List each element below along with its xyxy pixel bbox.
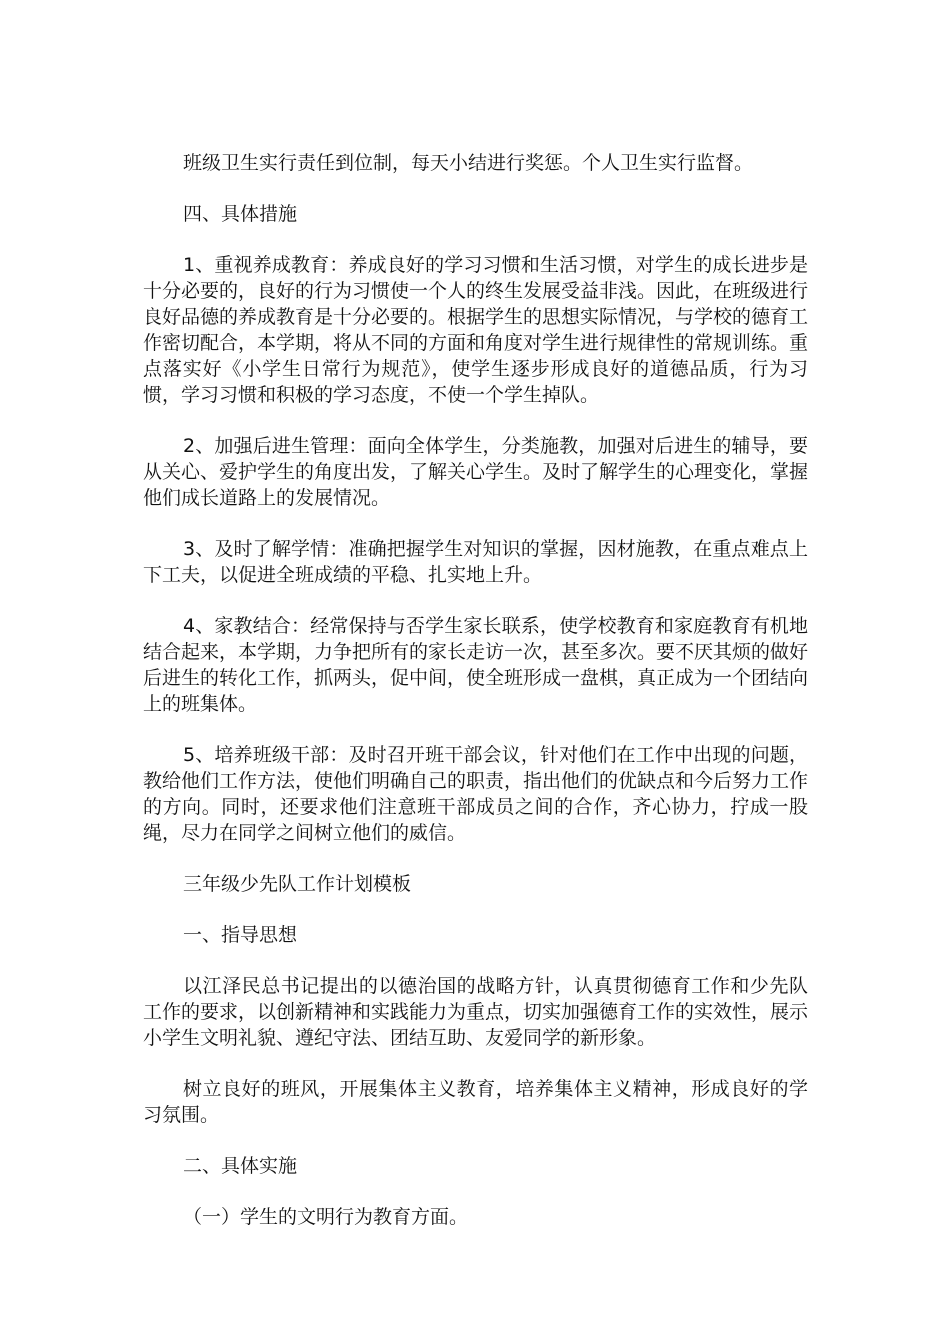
paragraph-measure-5: 5、培养班级干部：及时召开班干部会议，针对他们在工作中出现的问题，教给他们工作方法，使他们明确自己的职责，指出他们的优缺点和今后努力工作的方向。同时，还要求他们注意班干部成员之间的合作，齐心协力，拧成一股绳，尽力在同学之间树立他们的威信。 <box>143 744 809 844</box>
section-title: 三年级少先队工作计划模板 <box>183 873 412 895</box>
paragraph-hygiene: 班级卫生实行责任到位制，每天小结进行奖惩。个人卫生实行监督。 <box>183 152 754 174</box>
paragraph-measure-3: 3、及时了解学情：准确把握学生对知识的掌握，因材施教，在重点难点上下工夫，以促进全班成绩的平稳、扎实地上升。 <box>143 538 808 586</box>
document-page <box>143 150 808 1230</box>
heading-measures: 四、具体措施 <box>183 203 298 225</box>
paragraph-measure-2: 2、加强后进生管理：面向全体学生，分类施教，加强对后进生的辅导，要从关心、爱护学生的角度出发，了解关心学生。及时了解学生的心理变化，掌握他们成长道路上的发展情况。 <box>143 435 809 509</box>
heading-guiding-ideology: 一、指导思想 <box>183 924 298 946</box>
paragraph-measure-1: 1、重视养成教育：养成良好的学习习惯和生活习惯，对学生的成长进步是十分必要的，良好的行为习惯使一个人的终生发展受益非浅。因此，在班级进行良好品德的养成教育是十分必要的。根据学生的思想实际情况，与学校的德育工作密切配合，本学期，将从不同的方面和角度对学生进行规律性的常规训练。重点落实好《小学生日常行为规范》，使学生逐步形成良好的道德品质，行为习惯，学习习惯和积极的学习态度，不使一个学生掉队。 <box>143 254 809 406</box>
paragraph-ideology: 以江泽民总书记提出的以德治国的战略方针，认真贯彻德育工作和少先队工作的要求，以创新精神和实践能力为重点，切实加强德育工作的实效性，展示小学生文明礼貌、遵纪守法、团结互助、友爱同学的新形象。 <box>143 975 809 1049</box>
paragraph-measure-4: 4、家教结合：经常保持与否学生家长联系，使学校教育和家庭教育有机地结合起来，本学期，力争把所有的家长走访一次，甚至多次。要不厌其烦的做好后进生的转化工作，抓两头，促中间，使全班形成一盘棋，真正成为一个团结向上的班集体。 <box>143 615 809 715</box>
heading-implementation: 二、具体实施 <box>183 1155 298 1177</box>
subheading-civilized-behavior: （一）学生的文明行为教育方面。 <box>183 1206 469 1228</box>
paragraph-class-spirit: 树立良好的班风，开展集体主义教育，培养集体主义精神，形成良好的学习氛围。 <box>143 1078 808 1126</box>
